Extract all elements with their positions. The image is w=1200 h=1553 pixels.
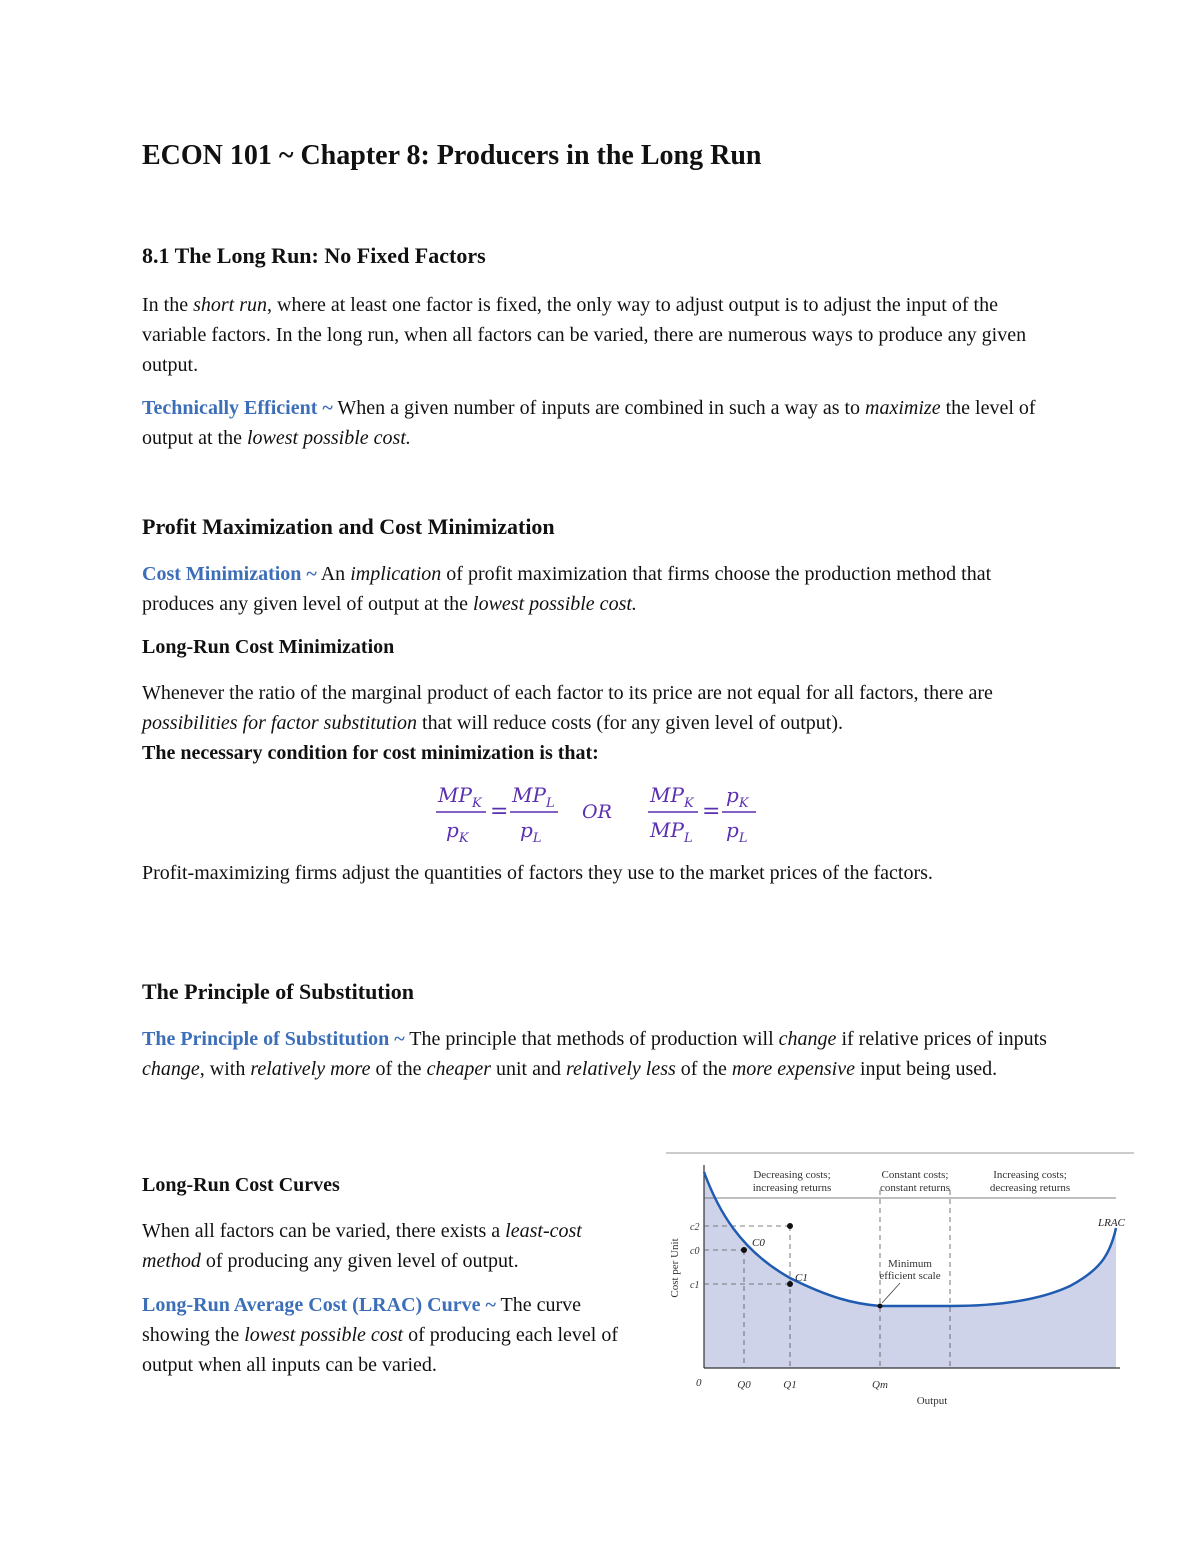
- formula-p-l-2: $p_L$: [726, 818, 748, 846]
- text-run: The principle that methods of production will: [404, 1028, 779, 1050]
- y-tick-c0: c0: [690, 1246, 700, 1257]
- text-run: of profit maximization that firms choose the production method that produces any given level of output at the: [142, 563, 992, 615]
- text-emphasis: maximize: [865, 397, 941, 419]
- cost-minimization-formula: [420, 780, 780, 850]
- point-mes: [878, 1304, 883, 1309]
- definition-technically-efficient: [142, 393, 1062, 453]
- formula-mp-k-2: $MP_K$: [650, 783, 694, 811]
- formula-mp-k-1: $MP_K$: [438, 783, 482, 811]
- text-run: unit and: [490, 1058, 566, 1080]
- paragraph-short-run: [142, 290, 1062, 380]
- formula-or: OR: [582, 801, 612, 823]
- paragraph-factor-substitution: [142, 678, 1062, 768]
- formula-mp-l-2: $MP_L$: [650, 818, 693, 846]
- x-tick-0: 0: [696, 1377, 702, 1389]
- x-axis-label: Output: [916, 1395, 948, 1407]
- region-1-label-b: increasing returns: [752, 1182, 832, 1194]
- paragraph-profit-maximizing: Profit-maximizing firms adjust the quantities of factors they use to the market prices of the factors.: [142, 862, 933, 884]
- text-run: if relative prices of inputs: [836, 1028, 1047, 1050]
- subheading-lr-cost-curves: Long-Run Cost Curves: [142, 1174, 340, 1196]
- region-1-label-a: Decreasing costs;: [753, 1169, 831, 1181]
- text-emphasis: change: [778, 1028, 837, 1050]
- term-technically-efficient: Technically Efficient ~: [142, 397, 333, 419]
- text-emphasis: cheaper: [426, 1058, 491, 1080]
- formula-svg: [420, 780, 780, 850]
- y-tick-c2: c2: [690, 1222, 700, 1233]
- section-heading-long-run: 8.1 The Long Run: No Fixed Factors: [142, 243, 486, 268]
- text-emphasis: lowest possible cost: [244, 1324, 404, 1346]
- text-emphasis: implication: [350, 563, 442, 585]
- text-run: the level of output at the: [142, 397, 1036, 449]
- x-tick-q0: Q0: [737, 1379, 751, 1391]
- text-emphasis: change: [142, 1058, 200, 1080]
- text-run: , where at least one factor is fixed, the only way to adjust output is to adjust the input of the variable factors. In the long run, when all factors can be varied, there are numerous ways to produce any given output.: [142, 294, 1027, 376]
- label-c1: C1: [795, 1272, 808, 1284]
- term-lrac: Long-Run Average Cost (LRAC) Curve ~: [142, 1294, 496, 1316]
- paragraph-least-cost: [142, 1216, 642, 1276]
- point-c2: [787, 1223, 793, 1229]
- text-emphasis: lowest possible cost.: [246, 427, 411, 449]
- lrac-chart: [660, 1150, 1140, 1415]
- mes-annotation-b: efficient scale: [879, 1270, 941, 1282]
- text-run: The curve showing the: [142, 1294, 582, 1346]
- term-principle-substitution: The Principle of Substitution ~: [142, 1028, 405, 1050]
- region-3-label-b: decreasing returns: [989, 1182, 1071, 1194]
- text-emphasis: more expensive: [731, 1058, 855, 1080]
- subheading-lr-cost-min: Long-Run Cost Minimization: [142, 636, 395, 658]
- text-run: When a given number of inputs are combined in such a way as to: [332, 397, 866, 419]
- formula-p-k-2: $p_K$: [726, 783, 749, 811]
- mes-arrow: [882, 1283, 900, 1303]
- definition-lrac: [142, 1290, 642, 1380]
- section-heading-substitution: The Principle of Substitution: [142, 979, 414, 1004]
- text-emphasis: least-cost method: [142, 1220, 582, 1272]
- text-run: An: [316, 563, 351, 585]
- text-emphasis: possibilities for factor substitution: [142, 712, 418, 734]
- x-tick-q1: Q1: [783, 1379, 797, 1391]
- label-c0: C0: [752, 1237, 765, 1249]
- formula-p-k-1: $p_K$: [446, 818, 469, 846]
- text-run: of producing any given level of output.: [200, 1250, 519, 1272]
- region-2-label-a: Constant costs;: [881, 1169, 949, 1181]
- text-run: of the: [675, 1058, 732, 1080]
- y-tick-c1: c1: [690, 1280, 700, 1291]
- text-emphasis: short run: [193, 294, 267, 316]
- definition-principle-substitution: [142, 1024, 1062, 1084]
- text-run: Whenever the ratio of the marginal product of each factor to its price are not equal for all factors, there are: [142, 682, 993, 704]
- text-run: , with: [199, 1058, 251, 1080]
- y-axis-label: Cost per Unit: [669, 1238, 681, 1298]
- label-lrac: LRAC: [1098, 1217, 1125, 1229]
- point-c0: [741, 1247, 747, 1253]
- formula-mp-l-1: $MP_L$: [512, 783, 555, 811]
- text-emphasis: relatively less: [565, 1058, 676, 1080]
- point-c1: [787, 1281, 793, 1287]
- region-2-label-b: constant returns: [880, 1182, 950, 1194]
- text-emphasis: relatively more: [250, 1058, 371, 1080]
- lrac-chart-svg: [660, 1150, 1140, 1410]
- term-cost-minimization: Cost Minimization ~: [142, 563, 317, 585]
- text-emphasis: lowest possible cost.: [473, 593, 637, 615]
- text-run: that will reduce costs (for any given level of output).: [417, 712, 844, 734]
- definition-cost-minimization: [142, 559, 1062, 619]
- text-run: of the: [370, 1058, 427, 1080]
- text-run: In the: [142, 294, 194, 316]
- formula-equals-1: =: [490, 799, 509, 824]
- text-run: of producing each level of output when all inputs can be varied.: [142, 1324, 619, 1376]
- mes-annotation-a: Minimum: [887, 1258, 933, 1270]
- formula-p-l-1: $p_L$: [520, 818, 542, 846]
- formula-equals-2: =: [702, 799, 721, 824]
- region-3-label-a: Increasing costs;: [993, 1169, 1067, 1181]
- text-run: input being used.: [854, 1058, 998, 1080]
- x-tick-qm: Qm: [872, 1379, 888, 1391]
- page-title: ECON 101 ~ Chapter 8: Producers in the Long Run: [142, 140, 762, 171]
- section-heading-profit-max: Profit Maximization and Cost Minimization: [142, 514, 555, 539]
- text-bold: The necessary condition for cost minimization is that:: [142, 742, 599, 764]
- text-run: When all factors can be varied, there exists a: [142, 1220, 506, 1242]
